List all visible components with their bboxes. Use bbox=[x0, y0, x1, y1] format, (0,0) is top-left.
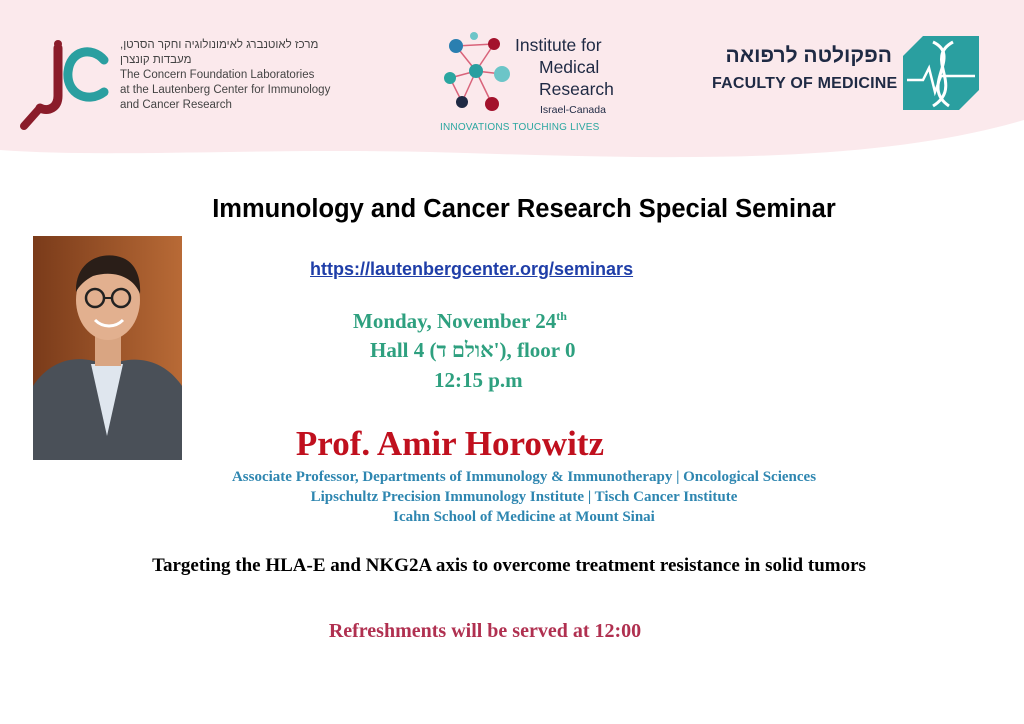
lautenberg-center-text bbox=[120, 38, 370, 113]
faculty-hebrew-name: הפקולטה לרפואה bbox=[725, 44, 892, 67]
lautenberg-center-logo bbox=[18, 38, 110, 130]
faculty-english-name: FACULTY OF MEDICINE bbox=[712, 75, 898, 92]
lautenberg-english-line2: at the Lautenberg Center for Immunology bbox=[120, 84, 331, 96]
seminar-time: 12:15 p.m bbox=[434, 368, 523, 392]
imr-title-line1: Institute for bbox=[515, 35, 602, 55]
imr-title-line2: Medical bbox=[539, 57, 600, 77]
seminar-date bbox=[353, 309, 567, 334]
speaker-affiliation-line2: Lipschultz Precision Immunology Institute | Tisch Cancer Institute bbox=[310, 489, 738, 505]
lautenberg-english-line1: The Concern Foundation Laboratories bbox=[120, 69, 315, 81]
imr-title-line3: Research bbox=[539, 79, 614, 99]
lautenberg-english-line3: and Cancer Research bbox=[120, 99, 232, 111]
refreshments-note: Refreshments will be served at 12:00 bbox=[328, 620, 642, 642]
seminar-url-link[interactable]: https://lautenbergcenter.org/seminars bbox=[310, 259, 634, 279]
seminar-hall: Hall 4 (אולם ד'), floor 0 bbox=[370, 338, 576, 362]
seminar-title: Immunology and Cancer Research Special Seminar bbox=[212, 195, 836, 223]
seminar-date-text: Monday, November 24 bbox=[353, 309, 557, 333]
speaker-affiliation-line3: Icahn School of Medicine at Mount Sinai bbox=[393, 509, 655, 525]
lautenberg-hebrew-line2: מעבדות קונצרן bbox=[120, 54, 192, 66]
imr-network-logo bbox=[436, 26, 516, 116]
seminar-date-suffix: th bbox=[556, 309, 567, 323]
imr-subtitle: Israel-Canada bbox=[540, 104, 606, 116]
talk-title: Targeting the HLA-E and NKG2A axis to overcome treatment resistance in solid tumors bbox=[152, 555, 866, 576]
speaker-affiliation-line1: Associate Professor, Departments of Immunology & Immunotherapy | Oncological Sciences bbox=[231, 469, 817, 485]
speaker-name: Prof. Amir Horowitz bbox=[295, 424, 605, 463]
lautenberg-hebrew-line1: מרכז לאוטנברג לאימונולוגיה וחקר הסרטן, bbox=[120, 39, 319, 51]
imr-tagline: INNOVATIONS TOUCHING LIVES bbox=[440, 122, 600, 133]
faculty-dna-logo bbox=[903, 36, 979, 110]
imr-title bbox=[515, 34, 614, 100]
